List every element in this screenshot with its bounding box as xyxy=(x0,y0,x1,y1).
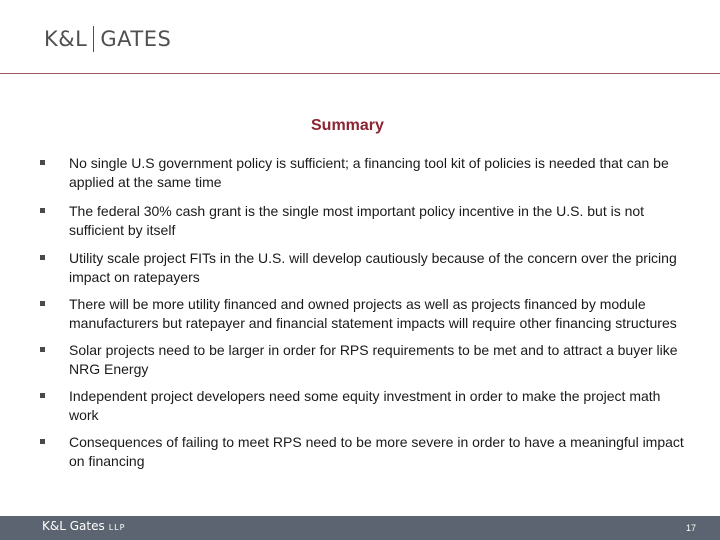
square-bullet-icon xyxy=(40,160,45,165)
logo-right-text: GATES xyxy=(100,27,172,51)
bullet-text: Consequences of failing to meet RPS need to be more severe in order to have a meaningful impact on financing xyxy=(69,434,684,469)
bullet-text: There will be more utility financed and owned projects as well as projects financed by module manufacturers but ratepayer and financial statement impacts will require other financing structures xyxy=(69,296,677,331)
footer-logo xyxy=(42,519,125,533)
kl-gates-logo xyxy=(44,26,171,52)
bullet-item xyxy=(40,295,690,333)
square-bullet-icon xyxy=(40,439,45,444)
bullet-item xyxy=(40,341,690,379)
bullet-text: No single U.S government policy is sufficient; a financing tool kit of policies is needed that can be applied at the same time xyxy=(69,155,669,190)
logo-divider xyxy=(93,26,94,52)
footer-bar xyxy=(0,516,720,540)
bullet-item xyxy=(40,387,690,425)
square-bullet-icon xyxy=(40,347,45,352)
bullet-item xyxy=(40,202,690,240)
footer-logo-text: K&L Gates xyxy=(42,519,105,533)
square-bullet-icon xyxy=(40,255,45,260)
summary-bullet-list xyxy=(40,154,690,471)
square-bullet-icon xyxy=(40,301,45,306)
bullet-item xyxy=(40,154,690,192)
slide-title: Summary xyxy=(311,117,384,134)
square-bullet-icon xyxy=(40,208,45,213)
bullet-text: The federal 30% cash grant is the single most important policy incentive in the U.S. but is not sufficient by itself xyxy=(69,203,645,238)
page-number: 17 xyxy=(685,523,696,533)
bullet-item xyxy=(40,249,690,287)
bullet-text: Solar projects need to be larger in order for RPS requirements to be met and to attract a buyer like NRG Energy xyxy=(69,342,678,377)
header-rule xyxy=(0,73,720,74)
bullet-text: Independent project developers need some equity investment in order to make the project math work xyxy=(69,388,661,423)
square-bullet-icon xyxy=(40,393,45,398)
logo-left-text: K&L xyxy=(44,27,88,51)
footer-llp: LLP xyxy=(108,523,126,532)
bullet-text: Utility scale project FITs in the U.S. will develop cautiously because of the concern over the pricing impact on ratepayers xyxy=(69,250,677,285)
bullet-item xyxy=(40,433,690,471)
